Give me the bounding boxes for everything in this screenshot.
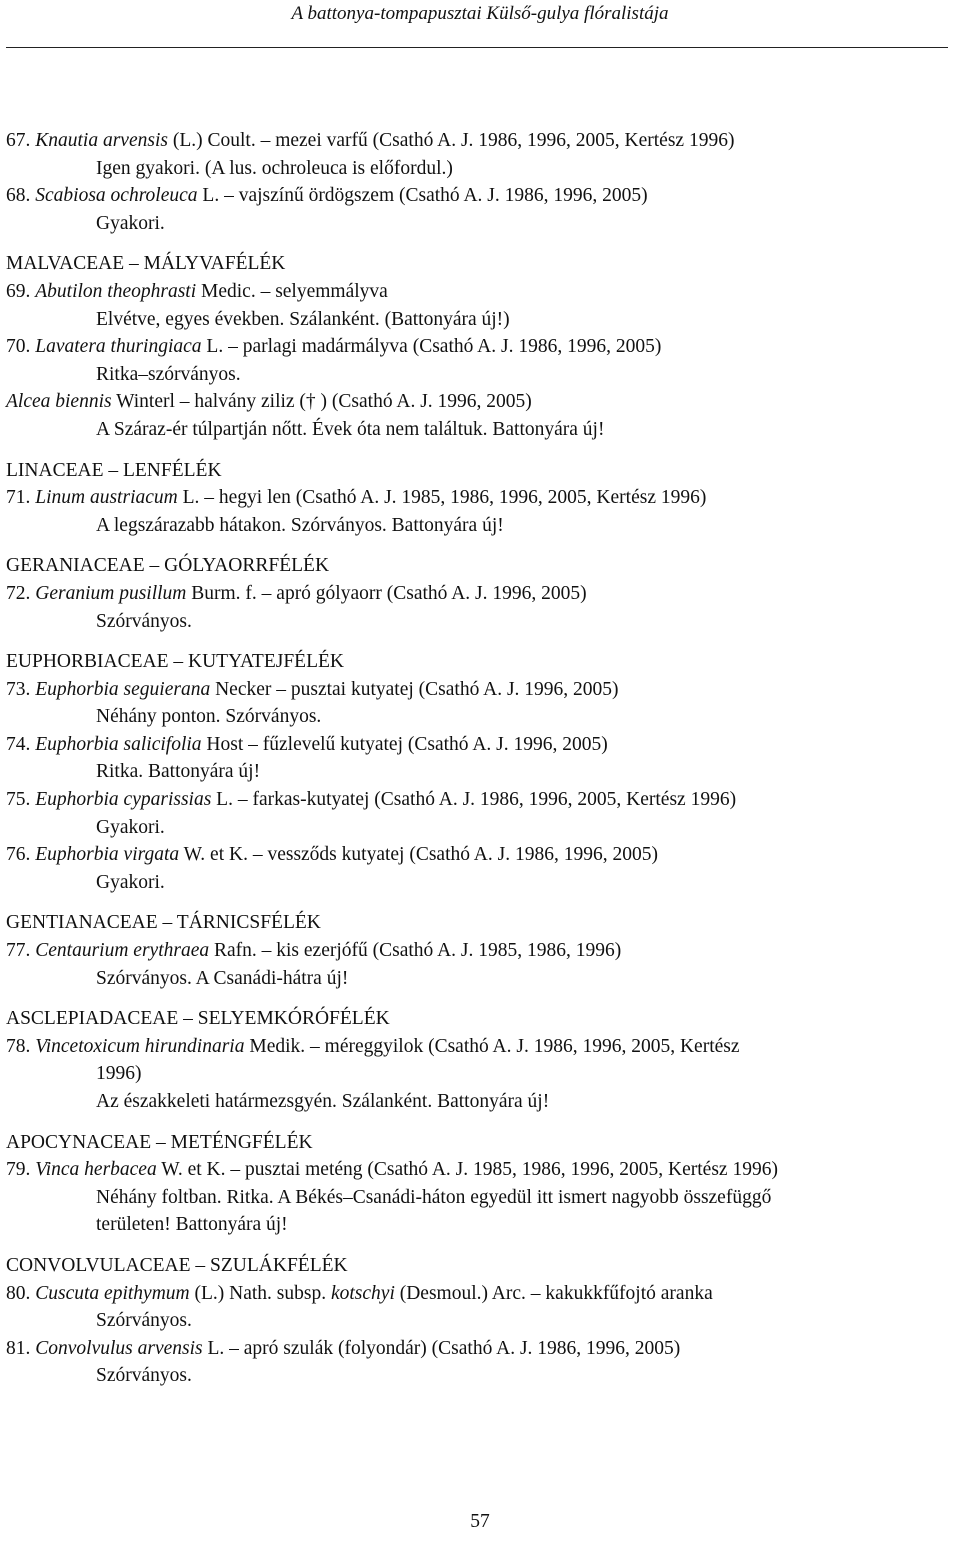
entry-71: 71. Linum austriacum L. – hegyi len (Csathó A. J. 1985, 1986, 1996, 2005, Kertész 1996) xyxy=(6,487,707,509)
family-heading-apocynaceae: APOCYNACEAE – METÉNGFÉLÉK xyxy=(6,1131,313,1153)
entry-75-note: Gyakori. xyxy=(96,816,165,838)
entry-alcea-note: A Száraz-ér túlpartján nőtt. Évek óta nem találtuk. Battonyára új! xyxy=(96,418,605,440)
family-heading-malvaceae: MALVACEAE – MÁLYVAFÉLÉK xyxy=(6,253,286,275)
entry-74-note: Ritka. Battonyára új! xyxy=(96,761,261,783)
entry-69-note: Elvétve, egyes években. Szálanként. (Battonyára új!) xyxy=(96,308,510,330)
family-heading-convolvulaceae: CONVOLVULACEAE – SZULÁKFÉLÉK xyxy=(6,1254,348,1276)
family-heading-geraniaceae: GERANIACEAE – GÓLYAORRFÉLÉK xyxy=(6,555,330,577)
entry-68: 68. Scabiosa ochroleuca L. – vajszínű ördögszem (Csathó A. J. 1986, 1996, 2005) xyxy=(6,185,648,207)
entry-70-note: Ritka–szórványos. xyxy=(96,363,241,385)
entry-alcea: Alcea biennis Winterl – halvány ziliz († ) (Csathó A. J. 1996, 2005) xyxy=(6,391,532,413)
entry-79-note-cont: területen! Battonyára új! xyxy=(96,1214,288,1236)
entry-76-note: Gyakori. xyxy=(96,871,165,893)
entry-67: 67. Knautia arvensis (L.) Coult. – mezei varfű (Csathó A. J. 1986, 1996, 2005, Kertész 1996) xyxy=(6,130,735,151)
entry-77-note: Szórványos. A Csanádi-hátra új! xyxy=(96,967,349,989)
entry-70: 70. Lavatera thuringiaca L. – parlagi madármályva (Csathó A. J. 1986, 1996, 2005) xyxy=(6,336,662,358)
entry-73: 73. Euphorbia seguierana Necker – pusztai kutyatej (Csathó A. J. 1996, 2005) xyxy=(6,678,619,700)
entry-76: 76. Euphorbia virgata W. et K. – vessződs kutyatej (Csathó A. J. 1986, 1996, 2005) xyxy=(6,844,658,866)
family-heading-euphorbiaceae: EUPHORBIACEAE – KUTYATEJFÉLÉK xyxy=(6,651,344,673)
entry-77: 77. Centaurium erythraea Rafn. – kis ezerjófű (Csathó A. J. 1985, 1986, 1996) xyxy=(6,940,622,962)
entry-80-note: Szórványos. xyxy=(96,1310,192,1332)
flora-list xyxy=(6,127,956,1390)
family-heading-gentianaceae: GENTIANACEAE – TÁRNICSFÉLÉK xyxy=(6,912,321,934)
entry-71-note: A legszárazabb hátakon. Szórványos. Battonyára új! xyxy=(96,514,504,536)
entry-69: 69. Abutilon theophrasti Medic. – selyemmályva xyxy=(6,280,388,302)
header-rule xyxy=(6,47,948,48)
entry-79-note: Néhány foltban. Ritka. A Békés–Csanádi-háton egyedül itt ismert nagyobb összefüggő xyxy=(96,1186,772,1208)
header-title: A battonya-tompapusztai Külső-gulya flóralistája xyxy=(291,3,669,24)
family-heading-asclepiadaceae: ASCLEPIADACEAE – SELYEMKÓRÓFÉLÉK xyxy=(6,1008,390,1030)
family-heading-linaceae: LINACEAE – LENFÉLÉK xyxy=(6,459,222,481)
entry-72: 72. Geranium pusillum Burm. f. – apró gólyaorr (Csathó A. J. 1996, 2005) xyxy=(6,582,587,604)
running-header xyxy=(0,0,960,50)
entry-78-cont: 1996) xyxy=(96,1063,142,1085)
page-number: 57 xyxy=(470,1511,490,1532)
entry-75: 75. Euphorbia cyparissias L. – farkas-kutyatej (Csathó A. J. 1986, 1996, 2005, Kertész 1996) xyxy=(6,789,737,811)
entry-72-note: Szórványos. xyxy=(96,610,192,632)
entry-81: 81. Convolvulus arvensis L. – apró szulák (folyondár) (Csathó A. J. 1986, 1996, 2005) xyxy=(6,1337,681,1359)
entry-81-note: Szórványos. xyxy=(96,1365,192,1387)
entry-74: 74. Euphorbia salicifolia Host – fűzlevelű kutyatej (Csathó A. J. 1996, 2005) xyxy=(6,733,608,755)
entry-80: 80. Cuscuta epithymum (L.) Nath. subsp. kotschyi (Desmoul.) Arc. – kakukkfűfojtó aranka xyxy=(6,1282,713,1304)
entry-73-note: Néhány ponton. Szórványos. xyxy=(96,706,322,728)
entry-79: 79. Vinca herbacea W. et K. – pusztai meténg (Csathó A. J. 1985, 1986, 1996, 2005, Kertész 1996) xyxy=(6,1159,778,1181)
entry-68-note: Gyakori. xyxy=(96,212,165,234)
entry-78-note: Az északkeleti határmezsgyén. Szálanként. Battonyára új! xyxy=(96,1091,550,1112)
entry-67-note: Igen gyakori. (A lus. ochroleuca is előfordul.) xyxy=(96,157,453,179)
entry-78: 78. Vincetoxicum hirundinaria Medik. – méreggyilok (Csathó A. J. 1986, 1996, 2005, Kertész xyxy=(6,1035,740,1057)
